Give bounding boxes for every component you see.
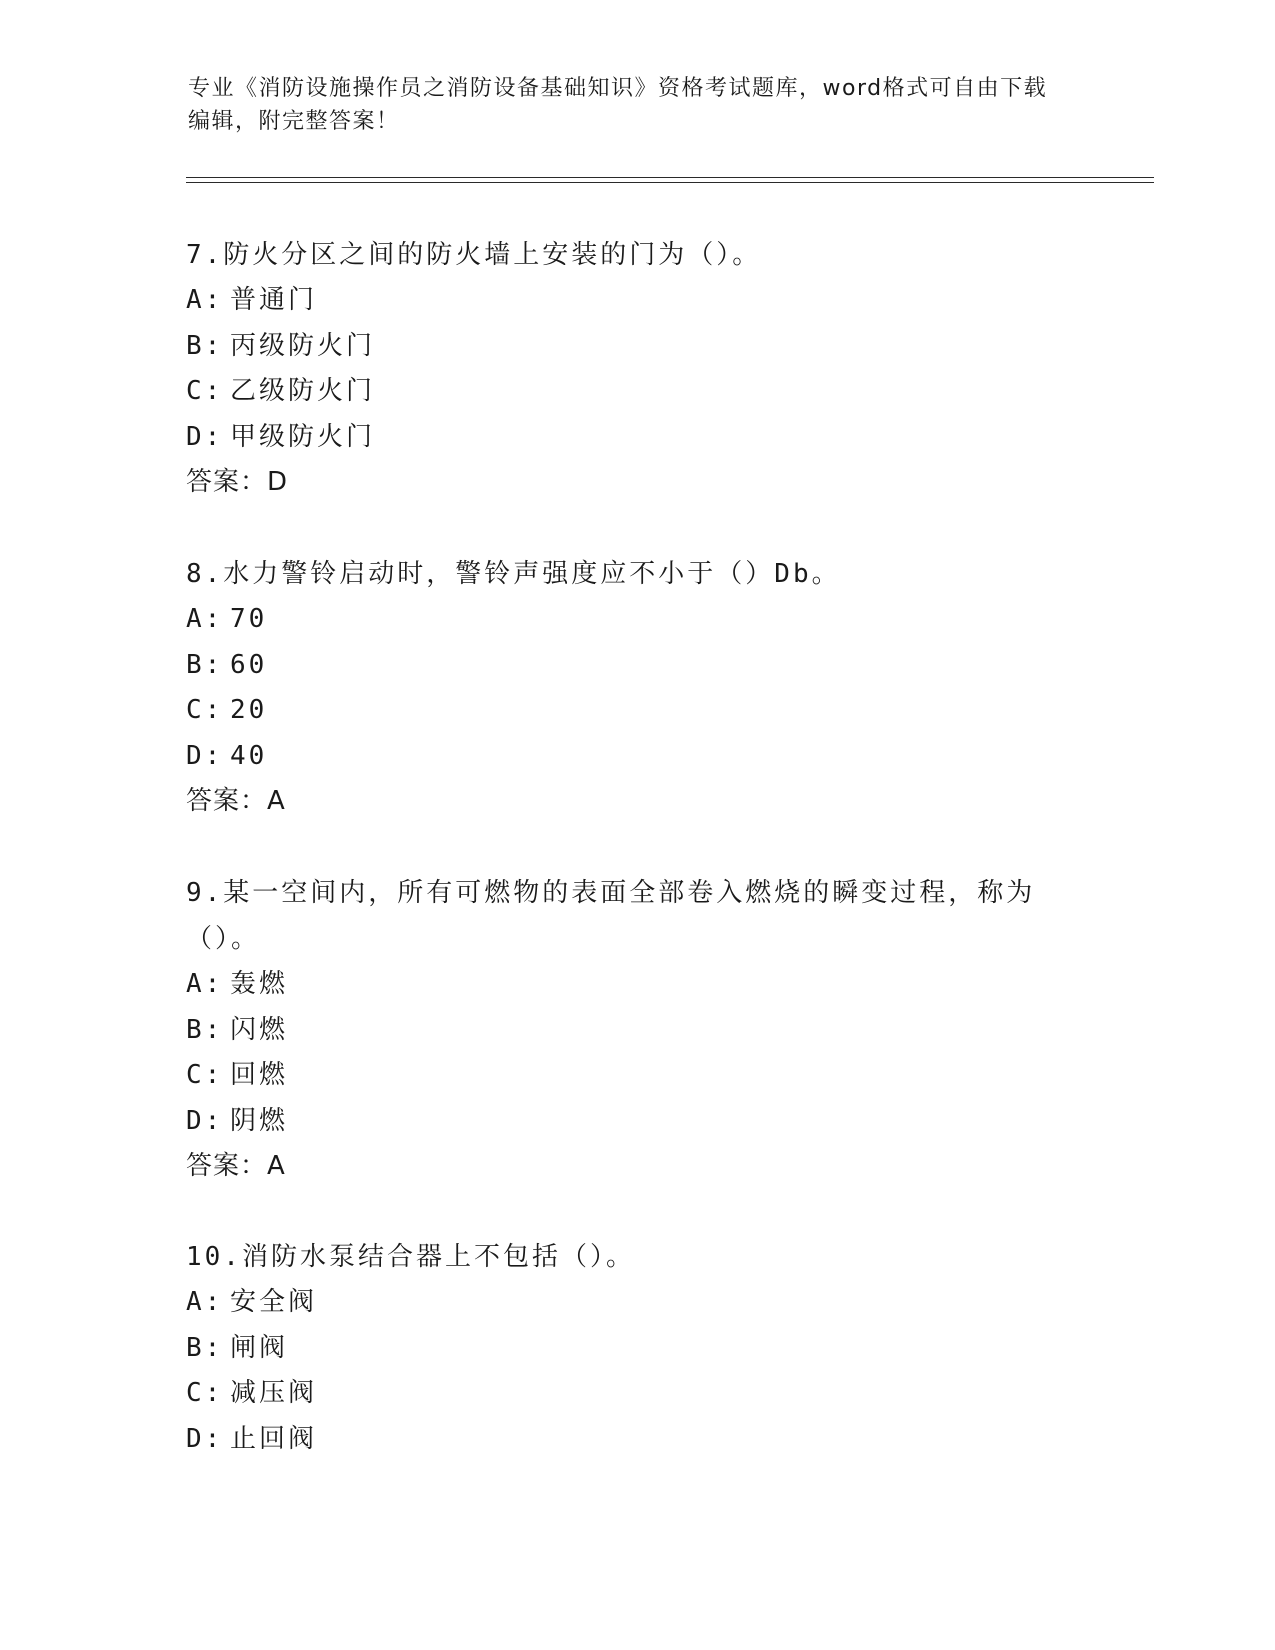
option-text: 闪燃: [230, 1014, 289, 1045]
option-a: [186, 1280, 1086, 1326]
option-key: C:: [186, 376, 224, 406]
option-a: [186, 962, 1086, 1008]
option-text: 20: [230, 695, 268, 725]
option-key: C:: [186, 1378, 224, 1408]
option-b: [186, 1008, 1086, 1054]
option-key: C:: [186, 695, 224, 725]
question-stem: 10.消防水泵结合器上不包括（）。: [186, 1242, 635, 1272]
option-c: [186, 1371, 1086, 1417]
answer-label: 答案：: [186, 1151, 268, 1181]
answer-value: A: [267, 786, 286, 816]
answer-value: D: [267, 467, 289, 497]
option-text: 减压阀: [230, 1378, 318, 1408]
option-text: 止回阀: [230, 1423, 318, 1454]
option-key: D:: [186, 1423, 224, 1454]
option-text: 安全阀: [230, 1287, 318, 1317]
answer-line: [186, 779, 1086, 825]
option-b: [186, 324, 1086, 370]
answer-label: 答案：: [186, 467, 268, 497]
option-text: 阴燃: [230, 1105, 289, 1136]
question-8: [186, 551, 1086, 825]
option-key: A:: [186, 1287, 224, 1317]
option-key: A:: [186, 285, 224, 315]
answer-line: [186, 460, 1086, 506]
option-key: A:: [186, 969, 224, 999]
option-text: 甲级防火门: [230, 421, 376, 452]
document-header: 专业《消防设施操作员之消防设备基础知识》资格考试题库，word格式可自由下载编辑，附完整答案！: [188, 76, 1048, 134]
option-d: [186, 1417, 1086, 1463]
option-a: [186, 597, 1086, 643]
option-text: 轰燃: [230, 969, 289, 999]
question-10: [186, 1234, 1086, 1462]
option-key: B:: [186, 330, 224, 361]
option-text: 40: [230, 740, 268, 771]
option-c: [186, 369, 1086, 415]
option-key: C:: [186, 1060, 224, 1090]
option-d: [186, 734, 1086, 780]
option-d: [186, 415, 1086, 461]
option-text: 闸阀: [230, 1332, 289, 1363]
option-text: 60: [230, 649, 268, 680]
answer-line: [186, 1144, 1086, 1190]
option-b: [186, 643, 1086, 689]
option-b: [186, 1326, 1086, 1372]
question-9: [186, 870, 1086, 1190]
option-text: 乙级防火门: [230, 376, 376, 406]
option-text: 70: [230, 604, 268, 634]
option-key: D:: [186, 421, 224, 452]
option-c: [186, 688, 1086, 734]
option-key: A:: [186, 604, 224, 634]
header-divider-top: [186, 177, 1154, 178]
option-key: D:: [186, 1105, 224, 1136]
option-key: D:: [186, 740, 224, 771]
question-stem: 9.某一空间内，所有可燃物的表面全部卷入燃烧的瞬变过程，称为（）。: [186, 878, 1036, 954]
option-text: 回燃: [230, 1060, 289, 1090]
question-stem: 7.防火分区之间的防火墙上安装的门为（）。: [186, 240, 762, 270]
answer-label: 答案：: [186, 786, 268, 816]
option-key: B:: [186, 649, 224, 680]
option-key: B:: [186, 1014, 224, 1045]
question-stem: 8.水力警铃启动时，警铃声强度应不小于（）Db。: [186, 559, 841, 589]
header-divider-bottom: [186, 182, 1154, 183]
option-d: [186, 1099, 1086, 1145]
question-7: [186, 232, 1086, 506]
option-text: 丙级防火门: [230, 330, 376, 361]
option-a: [186, 278, 1086, 324]
option-key: B:: [186, 1332, 224, 1363]
option-text: 普通门: [230, 285, 318, 315]
option-c: [186, 1053, 1086, 1099]
answer-value: A: [267, 1151, 286, 1181]
